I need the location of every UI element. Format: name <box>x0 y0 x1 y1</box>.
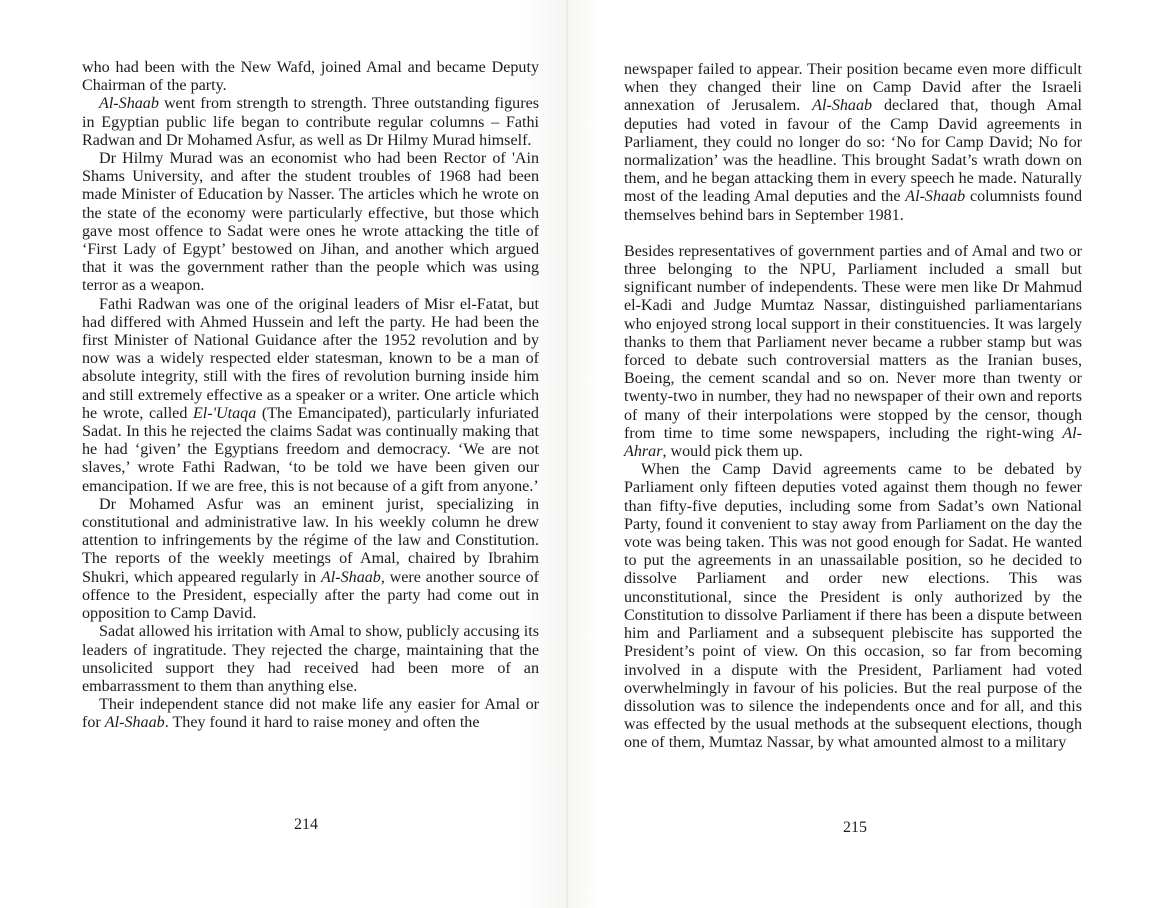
paragraph <box>82 95 539 150</box>
paragraph <box>82 150 539 296</box>
text-run: Besides representatives of government parties and of Amal and two or three belonging to the NPU, Parliament included a small but significant number of independents. These were men like Dr Mahmud el-Kadi and Judge Mumtaz Nassar, distinguished parliamentarians who enjoyed strong local support in their constituencies. It was largely thanks to them that Parliament never became a rubber stamp but was forced to debate such controversial matters as the Iranian buses, Boeing, the cement scandal and so on. Never more than twenty or twenty-two in number, they had no newspaper of their own and reports of many of their interpolations were stopped by the censor, though from time to time some newspapers, including the right-wing <box>624 242 1082 442</box>
italic-title-text: Al-Shaab <box>905 188 966 206</box>
left-page-number: 214 <box>294 816 318 833</box>
paragraph <box>624 61 1082 225</box>
italic-title-text: Al-Ahrar <box>624 424 1082 461</box>
italic-title-text: Al-Shaab <box>104 714 165 732</box>
left-page <box>0 0 568 908</box>
paragraph <box>82 496 539 623</box>
italic-title-text: Al-Shaab <box>99 95 159 113</box>
right-page-number: 215 <box>843 819 867 836</box>
text-run: , would pick them up. <box>662 443 803 461</box>
text-run: who had been with the New Wafd, joined Amal and became Deputy Chairman of the party. <box>82 59 539 95</box>
paragraph <box>82 696 539 732</box>
text-run: Fathi Radwan was one of the original leaders of Misr el-Fatat, but had differed with Ahmed Hussein and left the party. He had been the first Minister of National Guidance after the 1952 revolution and by now was a widely respected elder statesman, known to be a man of absolute integrity, still with the fires of revolution burning inside him and still extremely effective as a speaker or a writer. One article which he wrote, called <box>82 295 539 422</box>
text-run: Their independent stance did not make life any easier for Amal or for <box>82 696 539 732</box>
right-page-text <box>624 61 1082 753</box>
italic-title-text: El-'Utaqa <box>192 404 257 422</box>
italic-title-text: Al-Shaab <box>320 568 381 586</box>
text-run: declared that, though Amal deputies had voted in favour of the Camp David agreements in Parliament, they could no longer do so: ‘No for Camp David; No for normalization’ was the headline. This brought Sadat’s wrath down on them, and he began attacking them in every speech he made. Naturally most of the leading Amal deputies and the <box>624 97 1082 206</box>
paragraph <box>624 461 1082 752</box>
text-run: . They found it hard to raise money and often the <box>164 714 480 732</box>
right-page <box>568 0 1150 908</box>
paragraph <box>624 243 1082 461</box>
text-run: went from strength to strength. Three outstanding figures in Egyptian public life began to contribute regular columns – Fathi Radwan and Dr Mohamed Asfur, as well as Dr Hilmy Murad himself. <box>82 95 539 149</box>
text-run: Dr Hilmy Murad was an economist who had been Rector of 'Ain Shams University, and after the student troubles of 1968 had been made Minister of Education by Nasser. The articles which he wrote on the state of the economy were particularly effective, but those which gave most offence to Sadat were ones he wrote attacking the title of ‘First Lady of Egypt’ bestowed on Jihan, and another which argued that it was the government rather than the people which was using terror as a weapon. <box>82 150 539 295</box>
text-run: (The Emancipated), particularly infuriated Sadat. In this he rejected the claims Sadat was continually making that he had ‘given’ the Egyptians freedom and democracy. ‘We are not slaves,’ wrote Fathi Radwan, ‘to be told we have been given our emancipation. If we are free, this is not because of a gift from anyone.’ <box>82 404 539 495</box>
paragraph <box>82 623 539 696</box>
paragraph <box>82 59 539 95</box>
text-run: columnists found themselves behind bars in September 1981. <box>624 188 1082 224</box>
text-run: , were another source of offence to the President, especially after the party had come out in opposition to Camp David. <box>82 568 539 623</box>
text-run: newspaper failed to appear. Their position became even more difficult when they changed their line on Camp David after the Israeli annexation of Jerusalem. <box>624 61 1082 115</box>
text-run: When the Camp David agreements came to be debated by Parliament only fifteen deputies voted against them though no fewer than fifty-five deputies, including some from Sadat’s own National Party, found it convenient to stay away from Parliament on the day the vote was being taken. This was not good enough for Sadat. He wanted to put the agreements in an unassailable position, so he decided to dissolve Parliament and order new elections. This was unconstitutional, since the President is only authorized by the Constitution to dissolve Parliament if there has been a dispute between him and Parliament and a subsequent plebiscite has supported the President’s point of view. On this occasion, so far from becoming involved in a dispute with the President, Parliament had voted overwhelmingly in favour of his policies. But the real purpose of the dissolution was to silence the independents once and for all, and this was effected by the usual methods at the subsequent elections, though one of them, Mumtaz Nassar, by what amounted almost to a military <box>624 461 1082 752</box>
italic-title-text: Al-Shaab <box>812 97 873 115</box>
left-page-text <box>82 59 539 733</box>
text-run: Sadat allowed his irritation with Amal to show, publicly accusing its leaders of ingratitude. They rejected the charge, maintaining that the unsolicited support they had received had been more of an embarrassment to them than anything else. <box>82 623 539 695</box>
text-run: Dr Mohamed Asfur was an eminent jurist, specializing in constitutional and administrative law. In his weekly column he drew attention to infringements by the régime of the law and Constitution. The reports of the weekly meetings of Amal, chaired by Ibrahim Shukri, which appeared regularly in <box>82 495 539 586</box>
paragraph <box>82 296 539 496</box>
